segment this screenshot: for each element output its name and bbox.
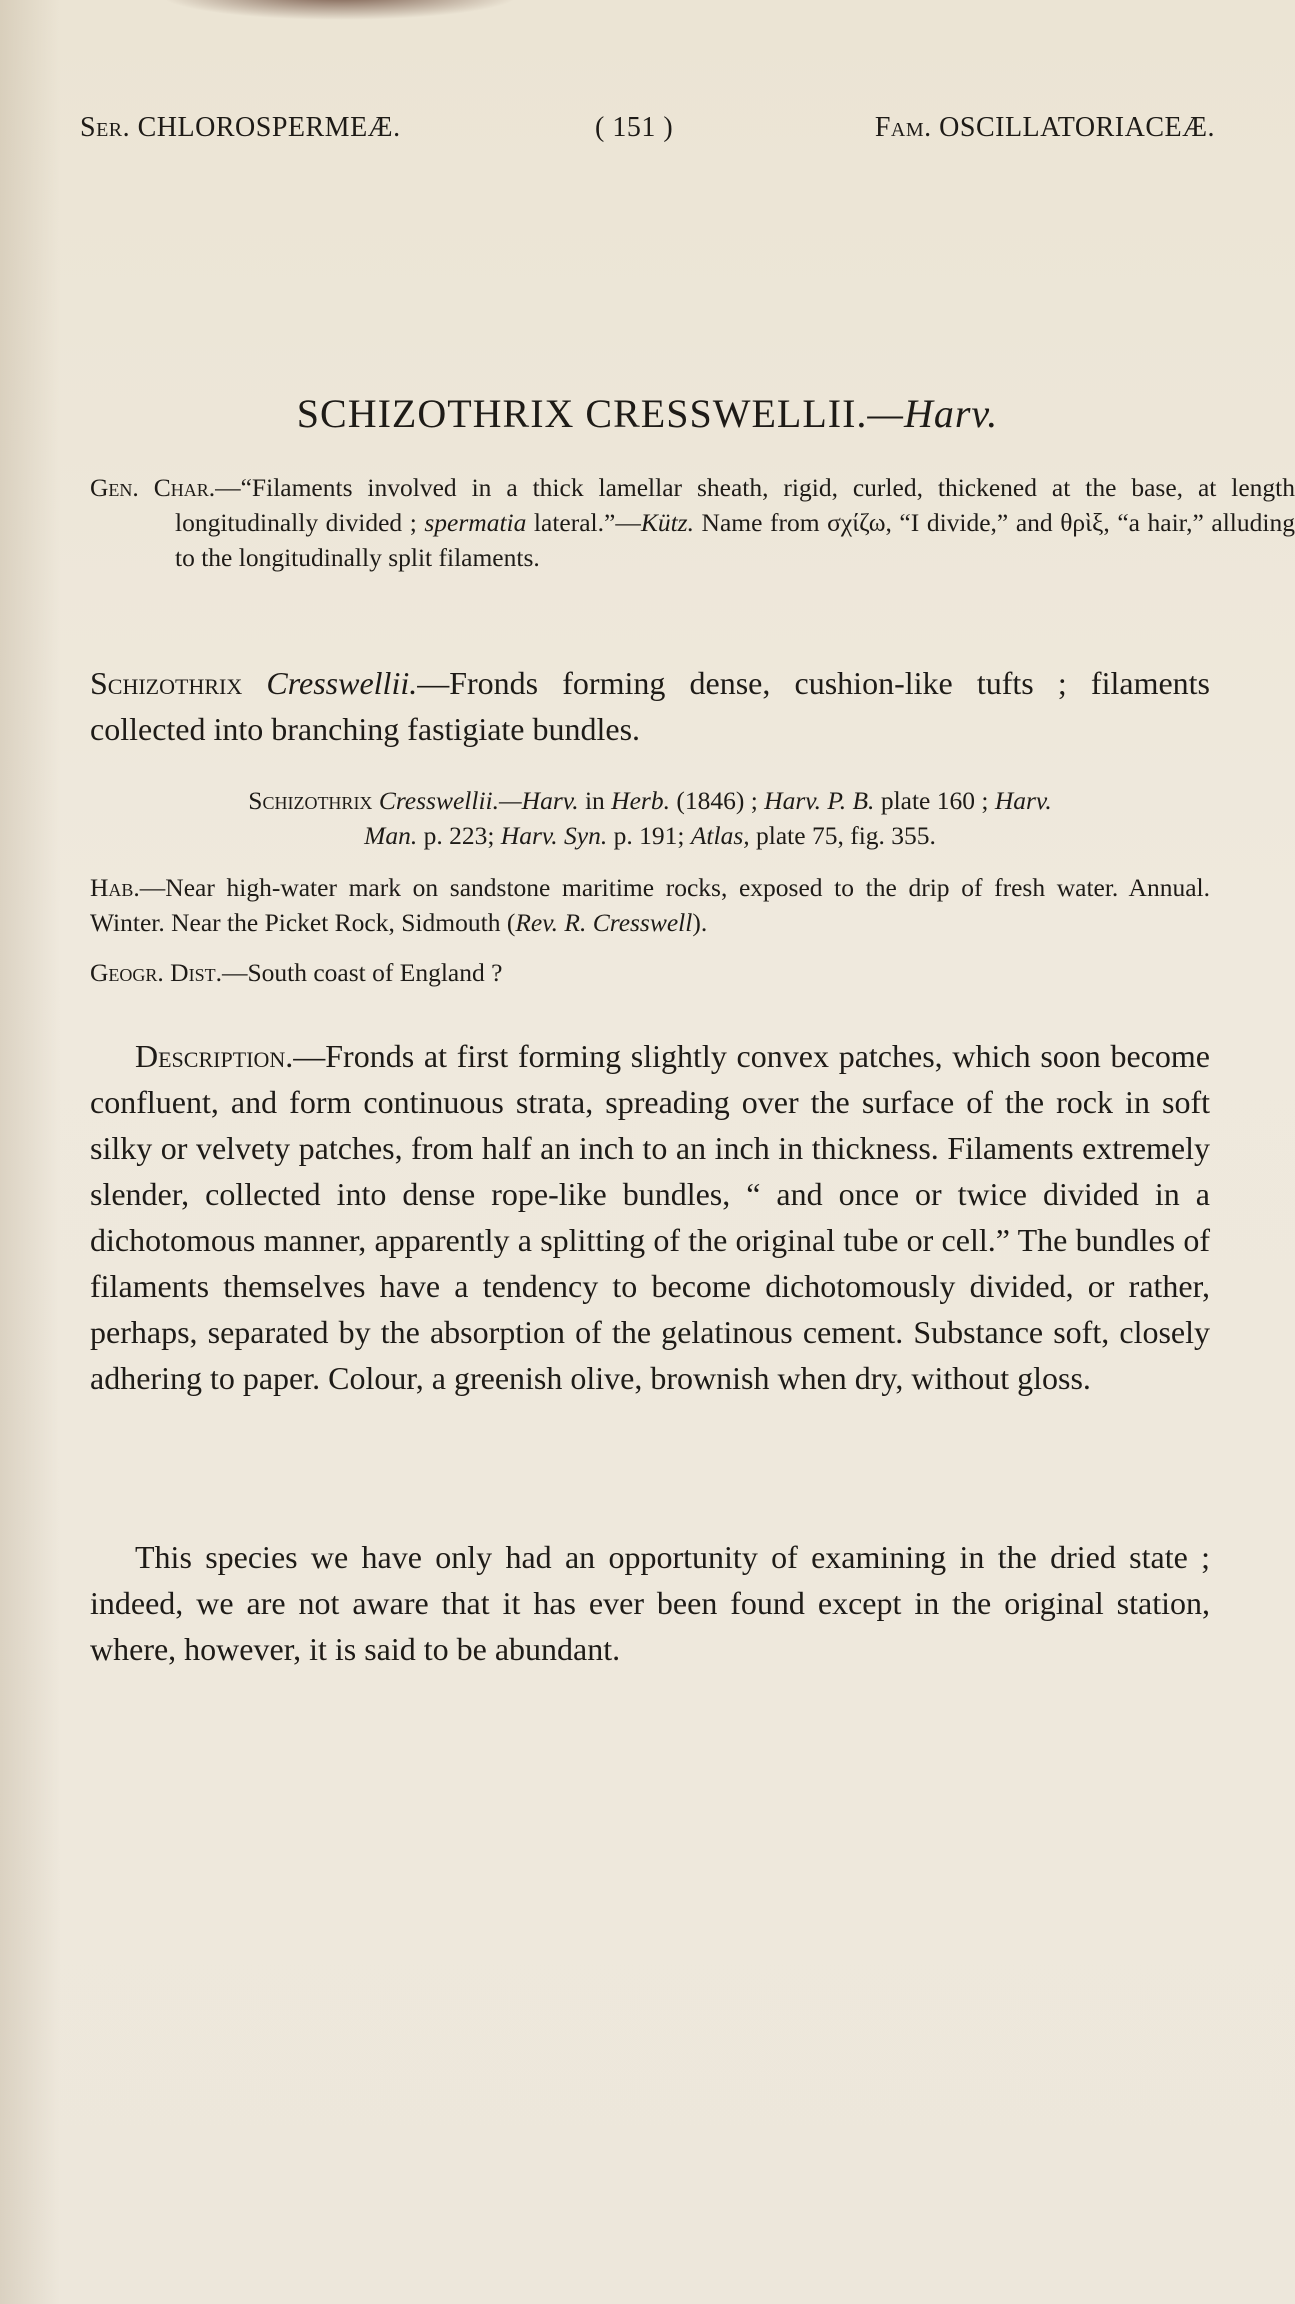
generic-character [90,470,1295,575]
gen-char-text-2: lateral.”— [526,508,641,537]
syn-p191: p. 191; [607,821,691,850]
gen-char-label: Gen. Char. [90,473,216,502]
distribution-label: Geogr. Dist. [90,958,222,987]
gen-char-kutz: Kütz. [640,508,694,537]
synonymy-line-2 [90,818,1210,853]
geographic-distribution [90,955,1210,990]
species-title-name: SCHIZOTHRIX CRESSWELLII. [296,391,868,436]
syn-harv-pb: Harv. P. B. [764,786,875,815]
syn-atlas: Atlas, [690,821,750,850]
page-number: ( 151 ) [595,112,674,143]
syn-atlas-plate: plate 75, fig. 355. [749,821,936,850]
syn-year: (1846) ; [669,786,765,815]
diagnosis-species: Cresswellii. [266,665,418,701]
habitat-label: Hab. [90,873,140,902]
diagnosis-text: —Fronds forming dense, cushion-like tufts ; filaments collected into branching fastigiate bundles. [90,665,1211,747]
syn-plate: plate 160 ; [874,786,995,815]
distribution-text: —South coast of England ? [221,958,503,987]
syn-harv: Harv. [994,786,1052,815]
running-head [80,112,1215,162]
description-label: Description. [135,1038,294,1074]
description [90,1033,1210,1401]
description-text: —Fronds at first forming slightly convex patches, which soon become confluent, and form continuous strata, spreading over the surface of the rock in soft silky or velvety patches, from half an inch to an inch in thickness. Filaments extremely slender, collected into dense rope-like bundles, “ and once or twice divided in a dichotomous manner, apparently a splitting of the original tube or cell.” The bundles of filaments themselves have a tendency to become dichotomously divided, or rather, perhaps, separated by the absorption of the gelatinous cement. Substance soft, closely adhering to paper. Colour, a greenish olive, brownish when dry, without gloss. [90,1038,1210,1396]
syn-in: in [578,786,612,815]
diagnosis [90,660,1210,752]
habitat [90,870,1210,940]
species-title-author: —Harv. [867,391,999,436]
running-head-family: Fam. OSCILLATORIACEÆ. [874,112,1215,143]
gen-char-text-1: —“Filaments involved in a thick lamellar sheath, rigid, curled, thickened at the base, at length longitudinally divided ; [175,473,1295,537]
syn-harv-syn: Harv. Syn. [500,821,608,850]
habitat-end: ). [692,908,708,937]
syn-species: Cresswellii.—Harv. [378,786,579,815]
remarks-text: This species we have only had an opportunity of examining in the dried state ; indeed, we are not aware that it has ever been found except in the original station, where, however, it is said to be abundant. [90,1539,1210,1667]
syn-herb: Herb. [611,786,670,815]
gen-char-text-3: Name from σχίζω, “I divide,” and θρὶξ, “a hair,” alluding to the longitudinally split filaments. [175,508,1295,572]
synonymy-line-1 [90,783,1210,818]
habitat-text: —Near high-water mark on sandstone maritime rocks, exposed to the drip of fresh water. Annual. Winter. Near the Picket Rock, Sidmouth ( [90,873,1210,937]
remarks [90,1534,1210,1672]
diagnosis-genus: Schizothrix [90,665,243,701]
synonymy [90,783,1210,853]
syn-p223: p. 223; [417,821,501,850]
species-title [0,390,1295,437]
running-head-series: Ser. CHLOROSPERMEÆ. [80,112,401,143]
habitat-collector: Rev. R. Cresswell [515,908,693,937]
syn-genus: Schizothrix [248,786,373,815]
syn-man: Man. [364,821,418,850]
gen-char-spermatia: spermatia [424,508,527,537]
